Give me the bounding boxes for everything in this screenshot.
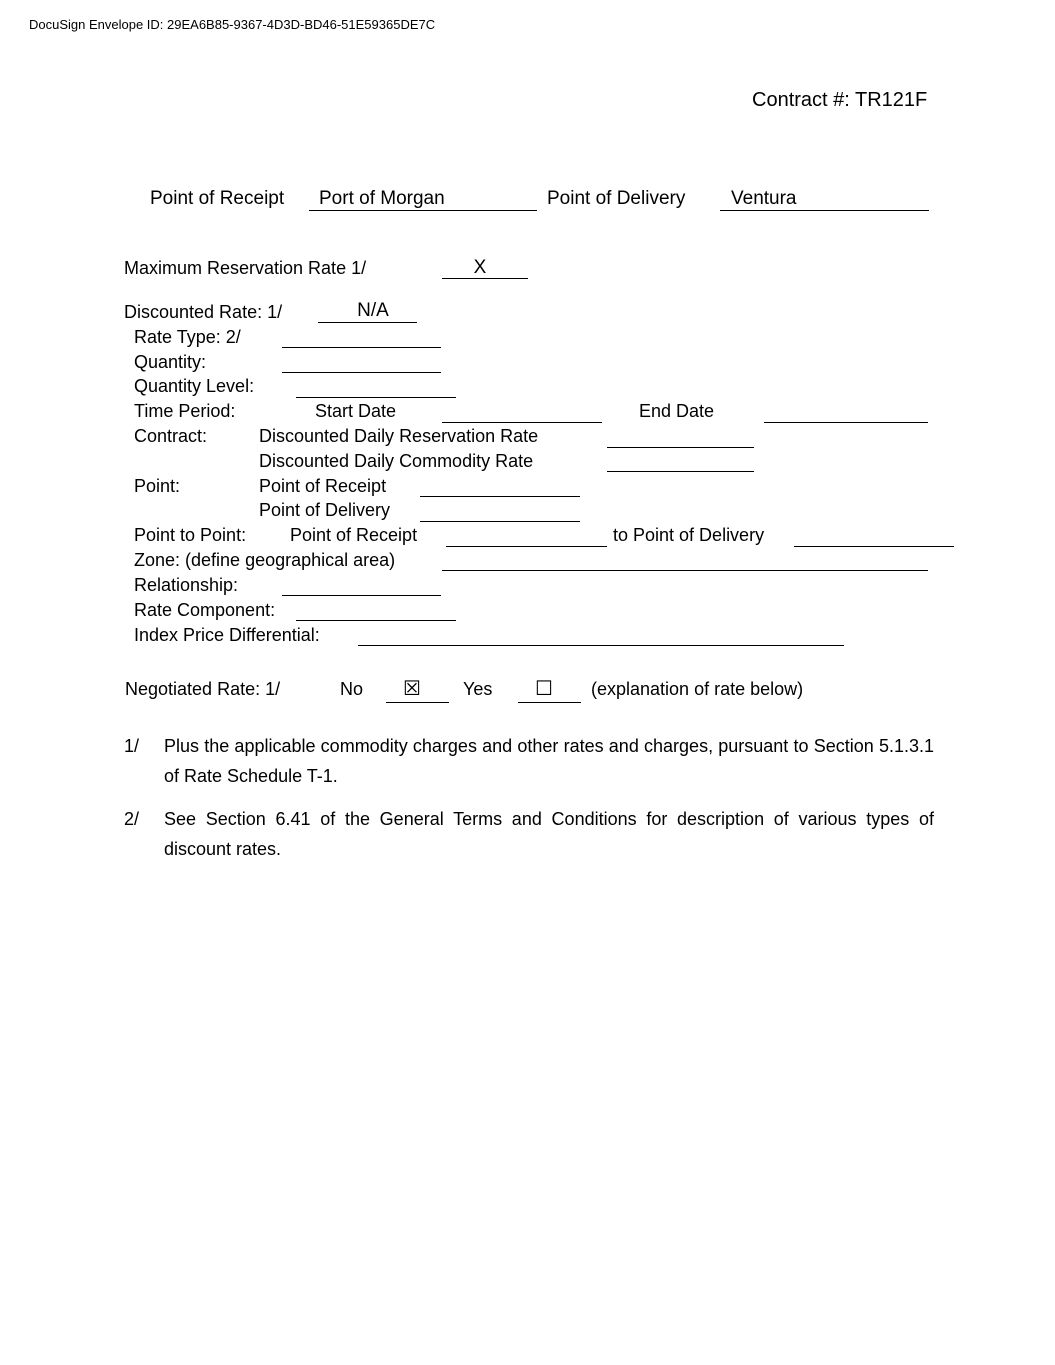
time-period-label: Time Period: xyxy=(134,401,236,421)
max-reservation-label: Maximum Reservation Rate 1/ xyxy=(124,258,367,278)
point-to-point-label: Point to Point: xyxy=(134,525,247,545)
negotiated-yes-field-line xyxy=(518,702,581,703)
quantity-level-label: Quantity Level: xyxy=(134,376,255,396)
quantity-label: Quantity: xyxy=(134,352,207,372)
daily-reservation-label: Discounted Daily Reservation Rate xyxy=(259,426,539,446)
footnote-2-text-content: See Section 6.41 of the General Terms and Conditions for description of various types of discount rates. xyxy=(164,809,934,859)
discounted-rate-label: Discounted Rate: 1/ xyxy=(124,302,283,322)
contract-number: Contract #: TR121F xyxy=(752,89,928,111)
p2p-receipt-field-line xyxy=(446,546,607,547)
point-of-delivery-label: Point of Delivery xyxy=(547,188,686,209)
start-date-field-line xyxy=(442,422,602,423)
footnote-2-number: 2/ xyxy=(124,809,140,829)
envelope-id: DocuSign Envelope ID: 29EA6B85-9367-4D3D-BD46-51E59365DE7C xyxy=(29,17,436,32)
rate-component-field-line xyxy=(296,620,456,621)
footnote-1-text xyxy=(164,731,934,791)
p2p-delivery-field-line xyxy=(794,546,954,547)
negotiated-yes-checkbox[interactable]: ☐ xyxy=(535,678,553,700)
point-receipt-field-line xyxy=(420,496,580,497)
relationship-field-line xyxy=(282,595,441,596)
contract-label: Contract: xyxy=(134,426,208,446)
index-price-differential-label: Index Price Differential: xyxy=(134,625,320,645)
point-delivery-field-line xyxy=(420,521,580,522)
point-of-receipt-value: Port of Morgan xyxy=(319,188,445,209)
zone-label: Zone: (define geographical area) xyxy=(134,550,396,570)
end-date-label: End Date xyxy=(639,401,715,421)
quantity-level-field-line xyxy=(296,397,456,398)
relationship-label: Relationship: xyxy=(134,575,239,595)
negotiated-no-checkbox[interactable]: ☒ xyxy=(403,678,421,700)
negotiated-explanation: (explanation of rate below) xyxy=(591,679,804,699)
daily-commodity-label: Discounted Daily Commodity Rate xyxy=(259,451,534,471)
point-of-receipt-label: Point of Receipt xyxy=(150,188,285,209)
daily-commodity-field-line xyxy=(607,471,754,472)
negotiated-no-field-line xyxy=(386,702,449,703)
index-price-differential-field-line xyxy=(358,645,844,646)
discounted-rate-field-line xyxy=(318,322,417,323)
footnote-1-text-content: Plus the applicable commodity charges and other rates and charges, pursuant to Section 5.1.3.1 of Rate Schedule T-1. xyxy=(164,736,934,786)
max-reservation-value: X xyxy=(473,257,487,278)
negotiated-yes-label: Yes xyxy=(463,679,493,699)
start-date-label: Start Date xyxy=(315,401,397,421)
point-label: Point: xyxy=(134,476,181,496)
rate-component-label: Rate Component: xyxy=(134,600,276,620)
negotiated-rate-label: Negotiated Rate: 1/ xyxy=(125,679,281,699)
point-of-delivery-field-line xyxy=(720,210,929,211)
point-of-receipt-field-line xyxy=(309,210,537,211)
footnote-2-text xyxy=(164,804,934,864)
daily-reservation-field-line xyxy=(607,447,754,448)
negotiated-no-label: No xyxy=(340,679,364,699)
p2p-delivery-label: to Point of Delivery xyxy=(613,525,765,545)
rate-type-label: Rate Type: 2/ xyxy=(134,327,241,347)
point-delivery-label: Point of Delivery xyxy=(259,500,391,520)
footnote-1-number: 1/ xyxy=(124,736,140,756)
end-date-field-line xyxy=(764,422,928,423)
point-receipt-label: Point of Receipt xyxy=(259,476,387,496)
quantity-field-line xyxy=(282,372,441,373)
point-of-delivery-value: Ventura xyxy=(731,188,797,209)
p2p-receipt-label: Point of Receipt xyxy=(290,525,418,545)
zone-field-line xyxy=(442,570,928,571)
rate-type-field-line xyxy=(282,347,441,348)
discounted-rate-value: N/A xyxy=(357,300,389,321)
